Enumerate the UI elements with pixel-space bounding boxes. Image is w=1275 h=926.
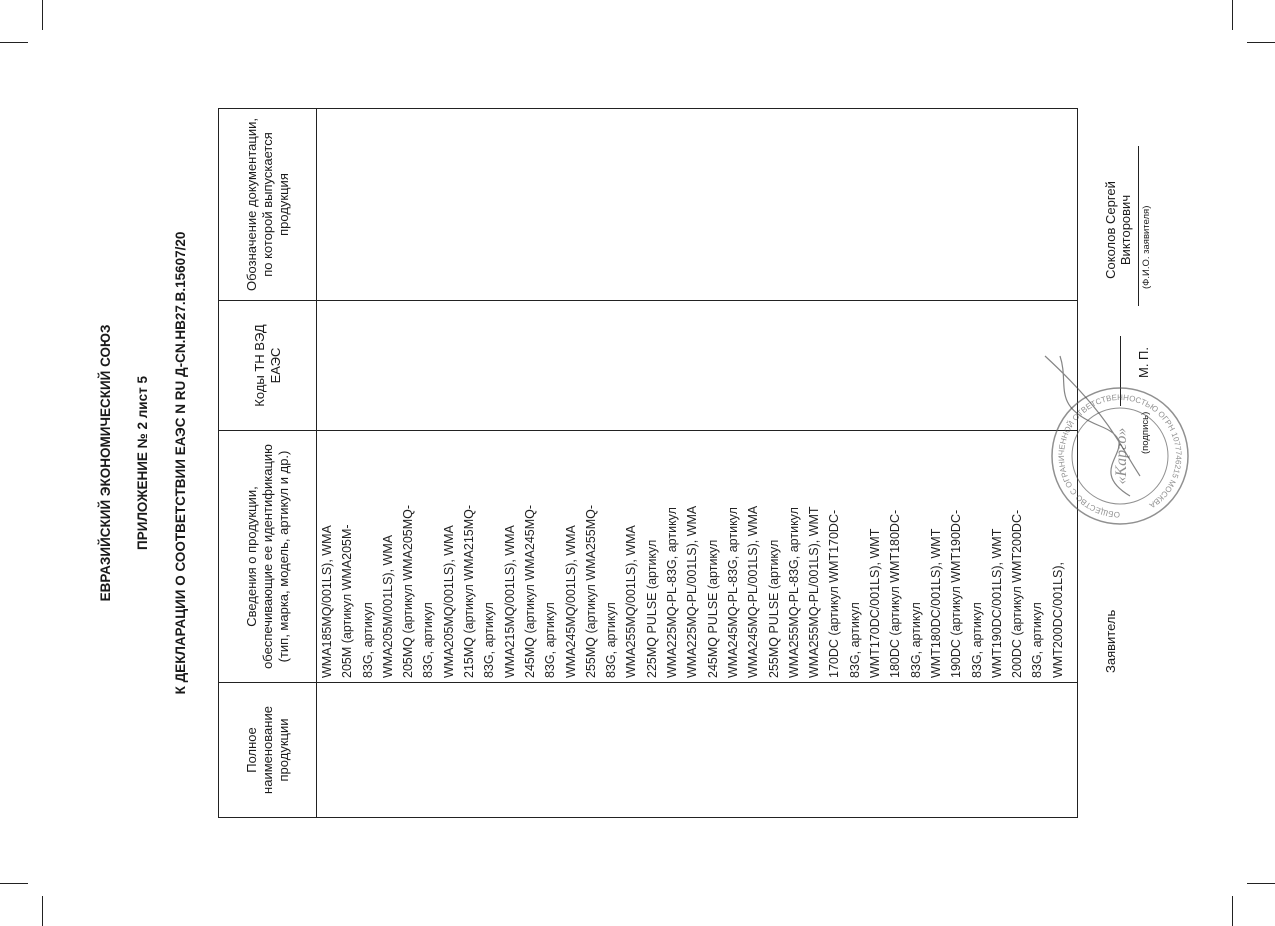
stamp-center-text: «Карго» [1113,427,1130,485]
header-union: ЕВРАЗИЙСКИЙ ЭКОНОМИЧЕСКИЙ СОЮЗ [98,324,113,602]
name-caption: (Ф.И.О. заявителя) [1141,205,1152,289]
identification-line: WMA205M/001LS), WMA [380,534,395,678]
col-documentation [219,109,1077,301]
identification-line: 83G, артикул [847,602,862,678]
identification-line: 255MQ (артикул WMA255MQ- [583,504,598,678]
identification-line: 83G, артикул [604,602,619,678]
identification-line: WMA255MQ-PL/001LS), WMT [807,506,822,678]
identification-line: 170DC (артикул WMT170DC- [827,509,842,678]
product-table [218,108,1078,818]
identification-line: 83G, артикул [969,602,984,678]
identification-list [317,433,1068,678]
identification-line: 205M (артикул WMA205M- [340,524,355,678]
identification-line: 83G, артикул [360,602,375,678]
identification-line: WMA245MQ-PL-83G, артикул [725,507,740,678]
header-appendix: ПРИЛОЖЕНИЕ № 2 лист 5 [135,376,150,550]
header-declaration: К ДЕКЛАРАЦИИ О СООТВЕТСТВИИ ЕАЭС N RU Д-CN.НВ27.В.15607/20 [173,231,188,695]
col-full-name [219,683,1077,817]
identification-line: 180DC (артикул WMT180DC- [888,509,903,678]
identification-line: 245MQ PULSE (артикул [705,539,720,678]
identification-line: 255MQ PULSE (артикул [766,539,781,678]
identification-line: WMA255MQ-PL-83G, артикул [786,507,801,678]
identification-line: WMA215MQ/001LS), WMA [502,525,517,678]
identification-line: WMT170DC/001LS), WMT [868,528,883,678]
stamp-ring-text: ОБЩЕСТВО С ОГРАНИЧЕННОЙ ОТВЕТСТВЕННОСТЬЮ ОГРН 1077746215 МОСКВА [1056,392,1184,520]
identification-line: 215MQ (артикул WMA215MQ- [462,504,477,678]
name-line [1138,146,1139,306]
signature-scribble [1040,346,1170,506]
col-header-identification: Сведения о продукции, обеспечивающие ее идентификацию (тип, марка, модель, артикул и др.) [243,444,291,669]
identification-line: 200DC (артикул WMT200DC- [1010,509,1025,678]
identification-line: WMT200DC/001LS), [1050,561,1065,678]
identification-line: WMA225MQ-PL-83G, артикул [665,507,680,678]
seal-label: М. П. [1136,346,1151,378]
identification-line: 83G, артикул [421,602,436,678]
identification-line: 225MQ PULSE (артикул [644,539,659,678]
col-header-full-name: Полное наименование продукции [243,706,291,794]
identification-line: 190DC (артикул WMT190DC- [949,509,964,678]
identification-line: WMA255MQ/001LS), WMA [624,525,639,678]
identification-line: 83G, артикул [482,602,497,678]
identification-line: 205MQ (артикул WMA205MQ- [401,504,416,678]
identification-line: WMA245MQ/001LS), WMA [563,525,578,678]
identification-line: WMA225MQ-PL/001LS), WMA [685,505,700,678]
header-row-divider [316,109,317,817]
col-identification [219,431,1077,683]
col-header-codes: Коды ТН ВЭД ЕАЭС [251,324,283,407]
col-codes [219,301,1077,431]
identification-line: WMA245MQ-PL/001LS), WMA [746,505,761,678]
applicant-name: Соколов Сергей Викторович [1103,181,1133,279]
identification-line: WMA205MQ/001LS), WMA [441,525,456,678]
identification-line: WMT190DC/001LS), WMT [989,528,1004,678]
identification-line: 83G, артикул [908,602,923,678]
applicant-label: Заявитель [1103,609,1118,673]
signature-caption: (подпись) [1140,411,1151,454]
identification-line: 83G, артикул [1030,602,1045,678]
identification-line: 83G, артикул [543,602,558,678]
identification-line: WMT180DC/001LS), WMT [928,528,943,678]
col-header-documentation: Обозначение документации, по которой выпускается продукция [243,118,291,291]
identification-line: 245MQ (артикул WMA245MQ- [522,504,537,678]
identification-line: WMA185MQ/001LS), WMA [320,525,334,678]
